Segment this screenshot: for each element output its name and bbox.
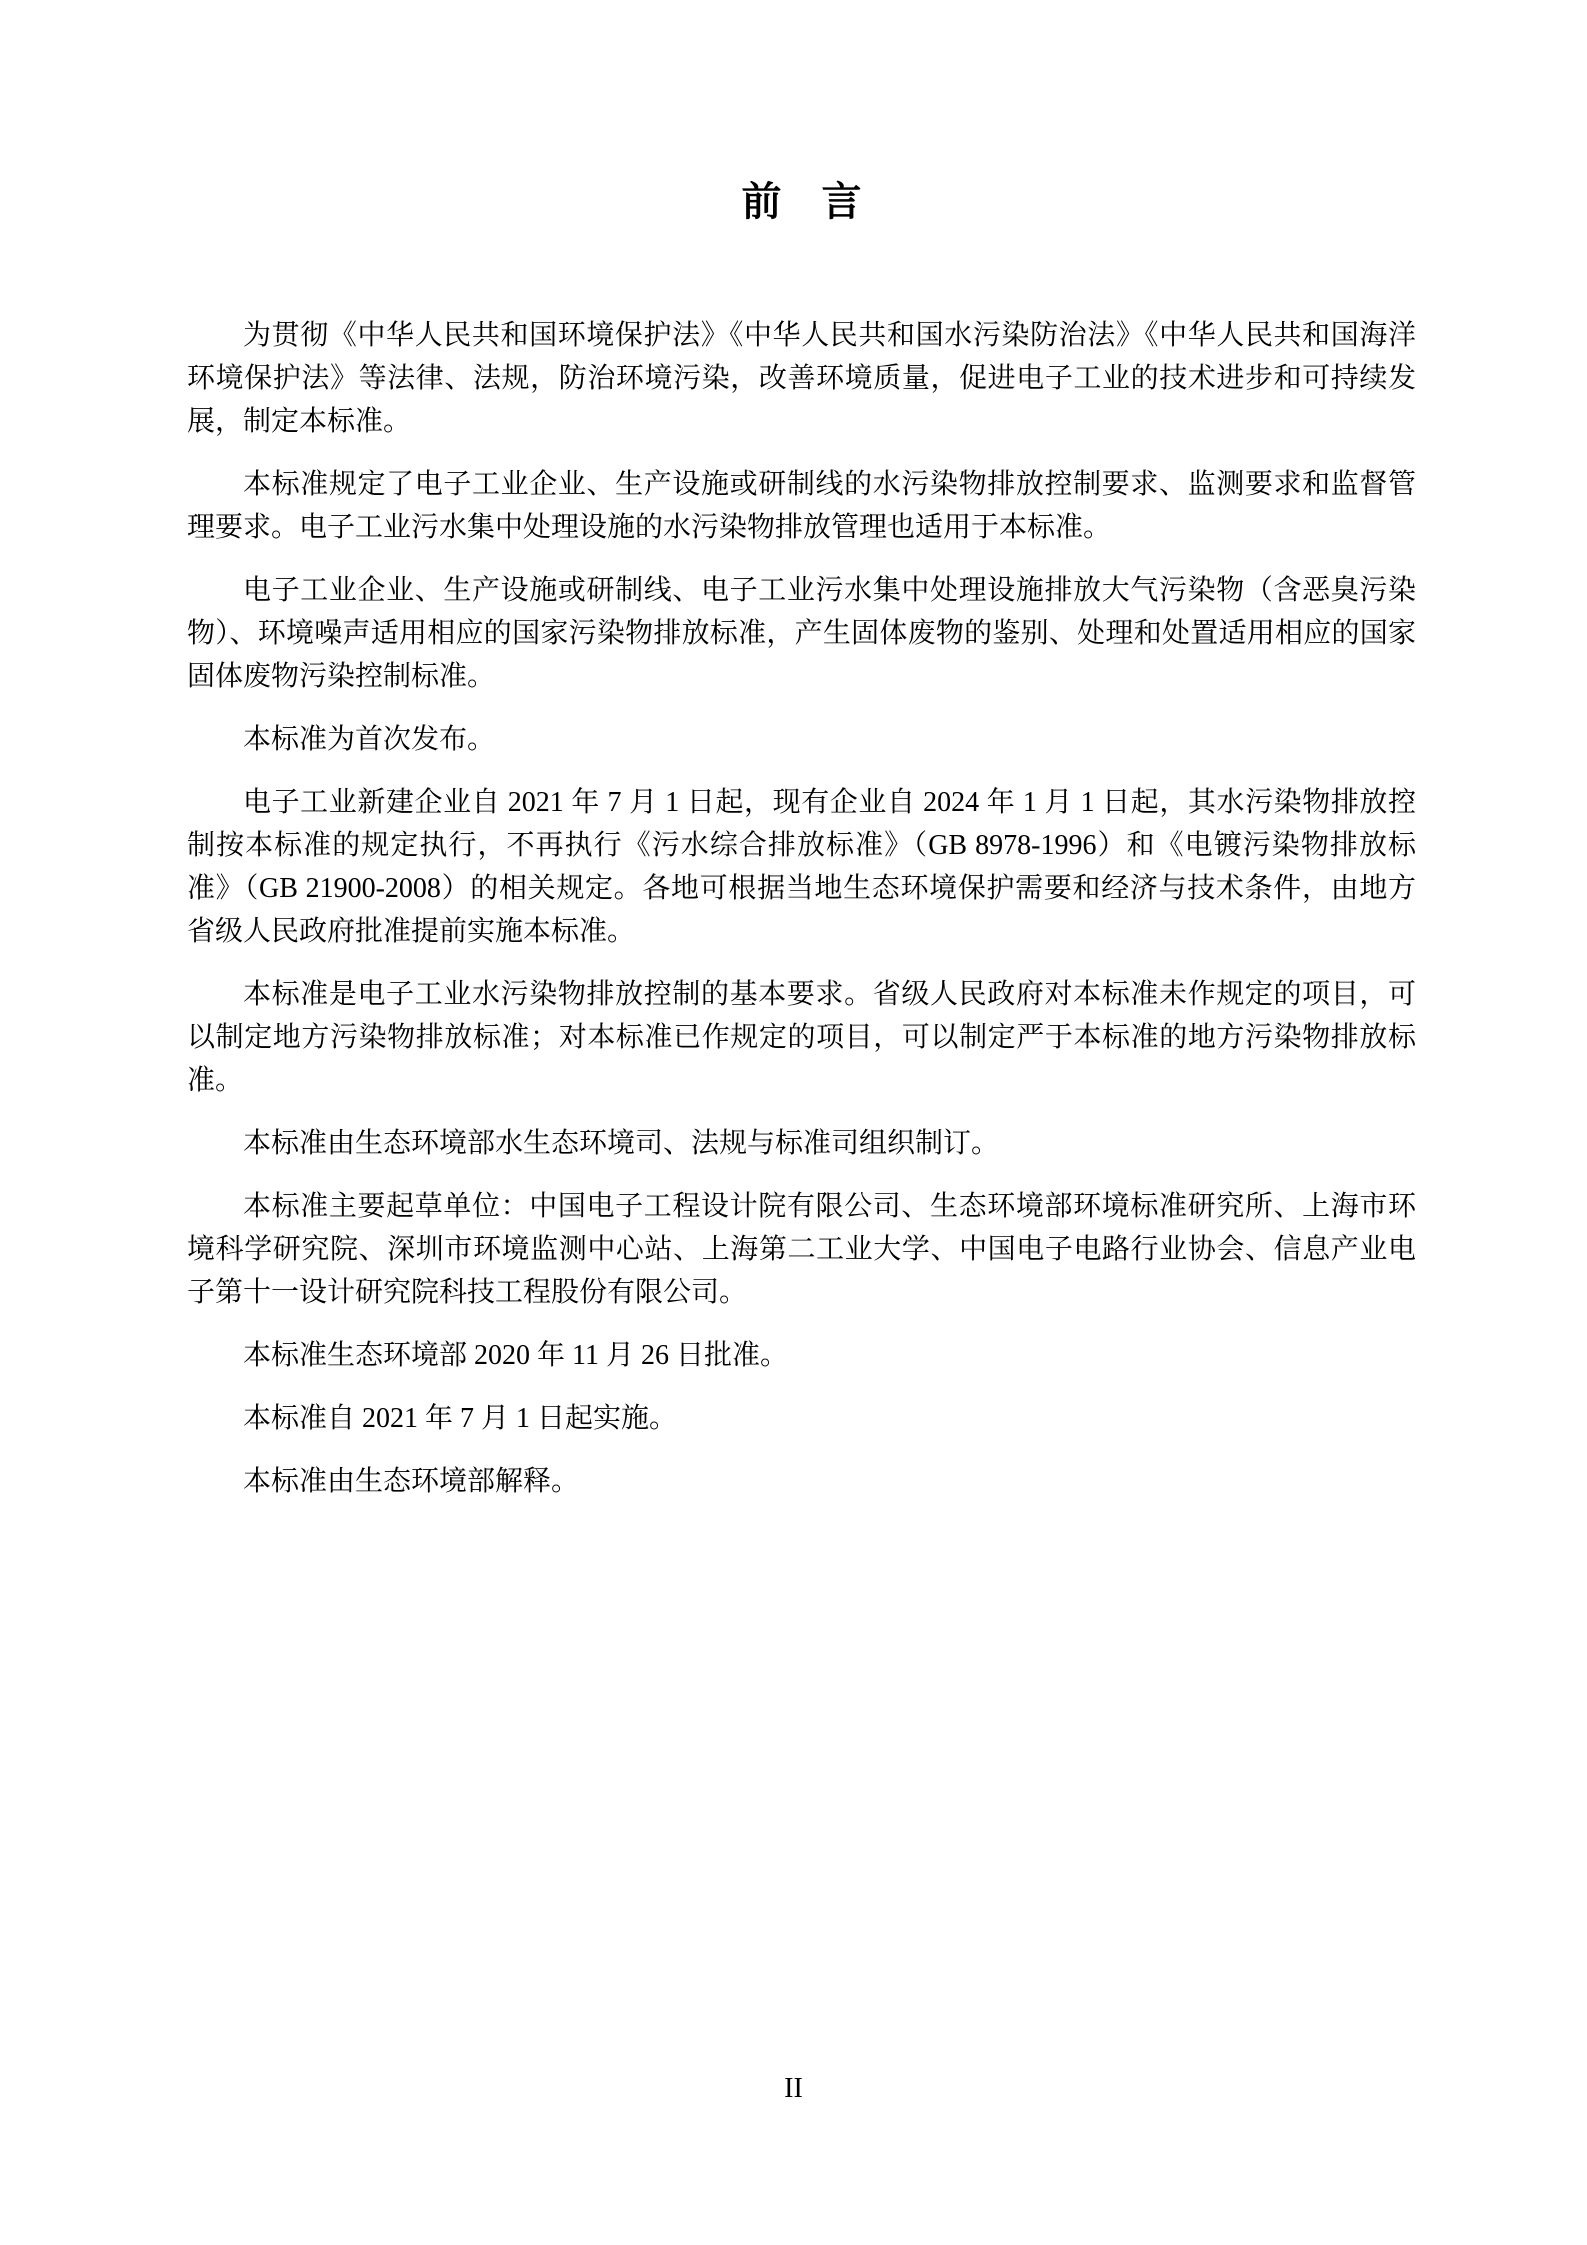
paragraph-interpretation: 本标准由生态环境部解释。: [243, 1466, 580, 1497]
paragraph-implementation-dates: 电子工业新建企业自 2021 年 7 月 1 日起，现有企业自 2024 年 1 月 1 日起，其水污染物排放控制按本标准的规定执行，不再执行《污水综合排放标准》（GB 8978-1996）和《电镀污染物排放标准》（GB 21900-2008）的相关规定。各地可根据当地生态环境保护需要和经济与技术条件，由地方省级人民政府批准提前实施本标准。: [187, 787, 1416, 947]
paragraph-first-issue: 本标准为首次发布。: [243, 724, 496, 755]
paragraph-applicability: 电子工业企业、生产设施或研制线、电子工业污水集中处理设施排放大气污染物（含恶臭污染物）、环境噪声适用相应的国家污染物排放标准，产生固体废物的鉴别、处理和处置适用相应的国家固体废物污染控制标准。: [187, 575, 1416, 692]
page-title: 前 言: [741, 180, 862, 224]
paragraph-drafting-units: 本标准主要起草单位：中国电子工程设计院有限公司、生态环境部环境标准研究所、上海市环境科学研究院、深圳市环境监测中心站、上海第二工业大学、中国电子电路行业协会、信息产业电子第十一设计研究院科技工程股份有限公司。: [187, 1191, 1416, 1308]
paragraph-local-standards: 本标准是电子工业水污染物排放控制的基本要求。省级人民政府对本标准未作规定的项目，可以制定地方污染物排放标准；对本标准已作规定的项目，可以制定严于本标准的地方污染物排放标准。: [187, 979, 1416, 1096]
paragraph-effective-date: 本标准自 2021 年 7 月 1 日起实施。: [243, 1403, 678, 1434]
paragraph-organizer: 本标准由生态环境部水生态环境司、法规与标准司组织制订。: [243, 1128, 1000, 1159]
paragraph-scope: 本标准规定了电子工业企业、生产设施或研制线的水污染物排放控制要求、监测要求和监督管理要求。电子工业污水集中处理设施的水污染物排放管理也适用于本标准。: [187, 469, 1416, 543]
paragraph-purpose: 为贯彻《中华人民共和国环境保护法》《中华人民共和国水污染防治法》《中华人民共和国海洋环境保护法》等法律、法规，防治环境污染，改善环境质量，促进电子工业的技术进步和可持续发展，制定本标准。: [187, 320, 1416, 437]
page-content: [187, 178, 1416, 1523]
paragraph-approval-date: 本标准生态环境部 2020 年 11 月 26 日批准。: [243, 1340, 788, 1371]
page-number: II: [784, 2073, 803, 2104]
